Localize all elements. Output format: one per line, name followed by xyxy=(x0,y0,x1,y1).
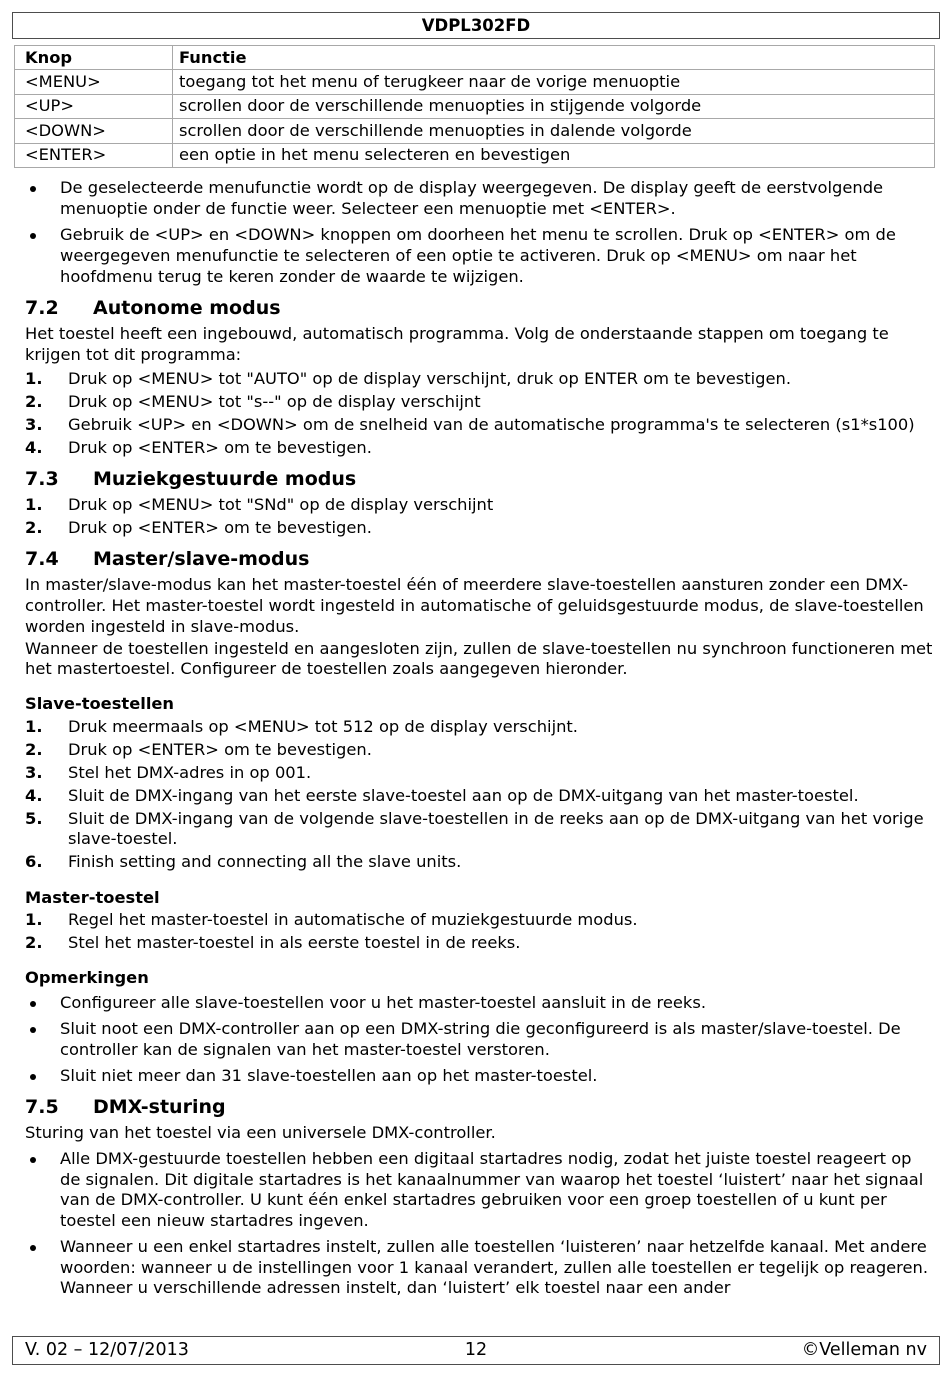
step-item xyxy=(14,369,935,390)
list-item-text: De geselecteerde menufunctie wordt op de display weergegeven. De display geeft de eerstvolgende menuoptie onder de functie weer. Selecteer een menuoptie met <ENTER>. xyxy=(60,178,884,219)
button-cell: <DOWN> xyxy=(15,119,173,143)
list-item xyxy=(14,993,935,1014)
column-header-function: Functie xyxy=(173,46,935,70)
step-item xyxy=(14,717,935,738)
auto-mode-steps xyxy=(14,369,935,459)
button-cell: <UP> xyxy=(15,94,173,118)
step-item xyxy=(14,438,935,459)
step-text: Druk meermaals op <MENU> tot 512 op de display verschijnt. xyxy=(68,716,578,736)
step-number: 1. xyxy=(25,716,43,736)
step-number: 2. xyxy=(25,739,43,759)
list-item-text: Wanneer u een enkel startadres instelt, zullen alle toestellen ‘luisteren’ naar hetzelfde kanaal. Met andere woorden: wanneer u de instellingen voor 1 kanaal verandert, zullen alle toestellen er tegelijk op reageren. Wanneer u verschillende adressen instelt, dan ‘luistert’ elk toestel naar een ander xyxy=(60,1236,929,1298)
table-header-row xyxy=(15,46,935,70)
step-item xyxy=(14,495,935,516)
list-item-text: Alle DMX-gestuurde toestellen hebben een digitaal startadres nodig, zodat het juiste toestel reageert op de signalen. Dit digitale startadres is het kanaalnummer van waarop het toestel ‘luistert’ naar het signaal van de DMX-controller. U kunt één enkel startadres gebruiken voor een groep toestellen of u kunt per toestel een nieuw startadres ingeven. xyxy=(60,1148,924,1230)
step-text: Regel het master-toestel in automatische of muziekgestuurde modus. xyxy=(68,909,638,929)
step-number: 2. xyxy=(25,518,43,538)
table-row xyxy=(15,143,935,167)
paragraph: In master/slave-modus kan het master-toestel één of meerdere slave-toestellen aansturen zonder een DMX-controller. Het master-toestel wordt ingesteld in automatische of geluidsgestuurde modus, de slave-toestellen worden ingesteld in slave-modus. xyxy=(25,575,924,636)
section-heading-music-mode xyxy=(14,467,935,491)
table-row xyxy=(15,70,935,94)
section-heading-auto-mode xyxy=(14,296,935,320)
step-number: 3. xyxy=(25,762,43,782)
music-mode-steps xyxy=(14,495,935,539)
section-title: DMX-sturing xyxy=(93,1095,226,1118)
menu-notes-list xyxy=(14,178,935,287)
paragraph: Het toestel heeft een ingebouwd, automatisch programma. Volg de onderstaande stappen om toegang te krijgen tot dit programma: xyxy=(25,323,889,364)
page-number: 12 xyxy=(464,1340,488,1360)
section-title: Autonome modus xyxy=(93,296,281,319)
step-text: Sluit de DMX-ingang van de volgende slave-toestellen in de reeks aan op de DMX-uitgang van het vorige slave-toestel. xyxy=(68,808,924,849)
list-item xyxy=(14,178,935,219)
list-item xyxy=(14,1237,935,1299)
table-row xyxy=(15,94,935,118)
slave-steps xyxy=(14,717,935,873)
list-item-text: Sluit niet meer dan 31 slave-toestellen aan op het master-toestel. xyxy=(60,1065,598,1085)
step-item xyxy=(14,740,935,761)
step-item xyxy=(14,763,935,784)
model-title: VDPL302FD xyxy=(421,16,531,35)
section-heading-dmx-control xyxy=(14,1095,935,1119)
bullet-icon xyxy=(30,1001,36,1007)
step-item xyxy=(14,910,935,931)
list-item-text: Configureer alle slave-toestellen voor u het master-toestel aansluit in de reeks. xyxy=(60,992,707,1012)
paragraph: Sturing van het toestel via een universele DMX-controller. xyxy=(25,1122,496,1142)
step-text: Druk op <ENTER> om te bevestigen. xyxy=(68,739,372,759)
step-text: Gebruik <UP> en <DOWN> om de snelheid van de automatische programma's te selecteren (s1*s100) xyxy=(68,414,915,434)
step-text: Stel het master-toestel in als eerste toestel in de reeks. xyxy=(68,932,521,952)
button-cell: <ENTER> xyxy=(15,143,173,167)
step-item xyxy=(14,786,935,807)
step-text: Stel het DMX-adres in op 001. xyxy=(68,762,312,782)
step-text: Druk op <MENU> tot "SNd" op de display verschijnt xyxy=(68,495,494,515)
list-item xyxy=(14,1149,935,1232)
step-number: 1. xyxy=(25,495,43,515)
version-date: V. 02 – 12/07/2013 xyxy=(25,1340,189,1360)
subheading-remarks: Opmerkingen xyxy=(25,968,149,988)
button-function-table xyxy=(14,45,935,168)
section-heading-master-slave xyxy=(14,547,935,571)
list-item xyxy=(14,1019,935,1060)
bullet-icon xyxy=(30,186,36,192)
step-number: 5. xyxy=(25,808,43,828)
bullet-icon xyxy=(30,233,36,239)
page-header xyxy=(12,12,940,39)
step-item xyxy=(14,392,935,413)
step-text: Druk op <MENU> tot "s--" op de display verschijnt xyxy=(68,391,481,411)
function-cell: toegang tot het menu of terugkeer naar de vorige menuoptie xyxy=(173,70,935,94)
step-number: 1. xyxy=(25,909,43,929)
section-number: 7.2 xyxy=(25,296,59,319)
page-footer xyxy=(12,1336,940,1365)
section-number: 7.5 xyxy=(25,1095,59,1118)
table-row xyxy=(15,119,935,143)
step-text: Druk op <MENU> tot "AUTO" op de display verschijnt, druk op ENTER om te bevestigen. xyxy=(68,368,791,388)
step-number: 6. xyxy=(25,852,43,872)
page-content xyxy=(14,45,935,1299)
step-number: 4. xyxy=(25,437,43,457)
step-number: 2. xyxy=(25,932,43,952)
step-text: Druk op <ENTER> om te bevestigen. xyxy=(68,437,372,457)
dmx-control-list xyxy=(14,1149,935,1299)
section-number: 7.4 xyxy=(25,548,59,571)
bullet-icon xyxy=(30,1157,36,1163)
bullet-icon xyxy=(30,1245,36,1251)
remarks-list xyxy=(14,993,935,1086)
function-cell: scrollen door de verschillende menuopties in stijgende volgorde xyxy=(173,94,935,118)
button-cell: <MENU> xyxy=(15,70,173,94)
list-item xyxy=(14,225,935,287)
step-number: 2. xyxy=(25,391,43,411)
step-item xyxy=(14,809,935,850)
step-item xyxy=(14,933,935,954)
step-number: 4. xyxy=(25,785,43,805)
master-steps xyxy=(14,910,935,954)
step-number: 1. xyxy=(25,368,43,388)
step-item xyxy=(14,518,935,539)
list-item-text: Sluit noot een DMX-controller aan op een DMX-string die geconfigureerd is als master/slave-toestel. De controller kan de signalen van het master-toestel verstoren. xyxy=(60,1018,901,1059)
step-text: Finish setting and connecting all the slave units. xyxy=(68,852,462,872)
step-item xyxy=(14,852,935,873)
section-number: 7.3 xyxy=(25,468,59,491)
bullet-icon xyxy=(30,1027,36,1033)
function-cell: een optie in het menu selecteren en bevestigen xyxy=(173,143,935,167)
step-text: Druk op <ENTER> om te bevestigen. xyxy=(68,518,372,538)
copyright: ©Velleman nv xyxy=(801,1340,927,1360)
subheading-master-unit: Master-toestel xyxy=(25,887,160,907)
section-title: Muziekgestuurde modus xyxy=(93,468,357,491)
section-title: Master/slave-modus xyxy=(93,548,310,571)
list-item xyxy=(14,1066,935,1087)
paragraph: Wanneer de toestellen ingesteld en aangesloten zijn, zullen de slave-toestellen nu synchroon functioneren met het mastertoestel. Configureer de toestellen zoals aangegeven hieronder. xyxy=(25,638,933,679)
subheading-slave-units: Slave-toestellen xyxy=(25,694,175,714)
column-header-button: Knop xyxy=(15,46,173,70)
function-cell: scrollen door de verschillende menuopties in dalende volgorde xyxy=(173,119,935,143)
step-item xyxy=(14,415,935,436)
step-number: 3. xyxy=(25,414,43,434)
bullet-icon xyxy=(30,1074,36,1080)
step-text: Sluit de DMX-ingang van het eerste slave-toestel aan op de DMX-uitgang van het master-toestel. xyxy=(68,785,859,805)
list-item-text: Gebruik de <UP> en <DOWN> knoppen om doorheen het menu te scrollen. Druk op <ENTER> om de weergegeven menufunctie te selecteren of een optie te activeren. Druk op <MENU> om naar het hoofdmenu terug te keren zonder de waarde te wijzigen. xyxy=(60,225,896,286)
